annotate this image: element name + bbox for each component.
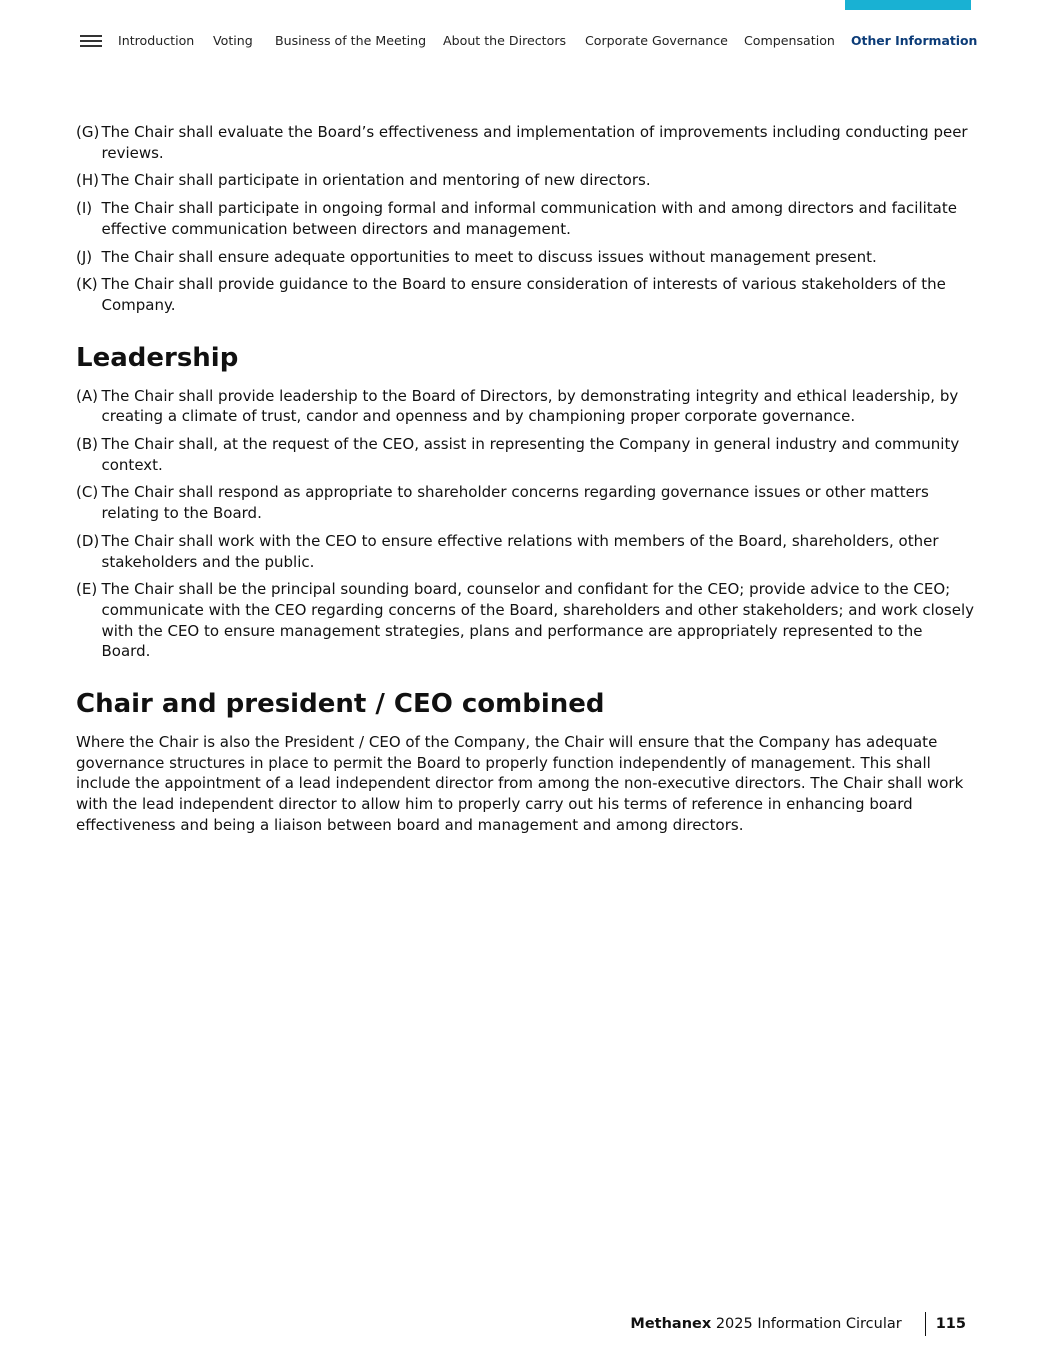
footer-document-title: 2025 Information Circular xyxy=(715,1316,902,1332)
list-item-text: The Chair shall participate in ongoing formal and informal communication with and among directors and facilitate effective communication between directors and management. xyxy=(101,199,957,238)
list-item-text: The Chair shall, at the request of the CEO, assist in representing the Company in general industry and community context. xyxy=(101,435,960,474)
list-item xyxy=(76,170,976,191)
leadership-heading: Leadership xyxy=(76,342,239,373)
nav-item-compensation[interactable]: Compensation xyxy=(744,33,835,48)
page-number: 115 xyxy=(935,1316,966,1332)
nav-item-introduction[interactable]: Introduction xyxy=(118,33,195,48)
list-item-text: The Chair shall work with the CEO to ensure effective relations with members of the Board, shareholders, other stakeholders and the public. xyxy=(101,531,939,571)
list-item xyxy=(76,274,976,315)
continued-list xyxy=(76,122,976,316)
list-item-text: The Chair shall provide guidance to the Board to ensure consideration of interests of various stakeholders of the Company. xyxy=(101,275,946,314)
list-item-text: The Chair shall ensure adequate opportunities to meet to discuss issues without management present. xyxy=(101,247,877,266)
list-item-text: The Chair shall evaluate the Board’s effectiveness and implementation of improvements including conducting peer reviews. xyxy=(101,123,968,162)
list-item xyxy=(76,198,976,239)
footer-brand: Methanex xyxy=(630,1316,712,1332)
active-section-accent-bar xyxy=(845,0,971,10)
list-marker: (A) xyxy=(76,386,98,405)
nav-item-other-information[interactable]: Other Information xyxy=(851,33,978,48)
list-marker: (K) xyxy=(76,275,98,294)
list-marker: (H) xyxy=(76,171,99,190)
list-marker: (J) xyxy=(76,247,93,266)
list-item xyxy=(76,247,976,268)
nav-item-corporate-governance[interactable]: Corporate Governance xyxy=(585,33,728,48)
list-item-text: The Chair shall be the principal sounding board, counselor and confidant for the CEO; provide advice to the CEO; communicate with the CEO regarding concerns of the Board, shareholders and other stakeholders; and work closely with the CEO to ensure management strategies, plans and performance are appropriately represented to the Board. xyxy=(101,580,975,661)
list-marker: (B) xyxy=(76,435,98,454)
list-item-text: The Chair shall participate in orientation and mentoring of new directors. xyxy=(101,171,651,190)
main-content xyxy=(76,122,976,836)
list-marker: (I) xyxy=(76,199,93,218)
list-item-text: The Chair shall respond as appropriate to shareholder concerns regarding governance issues or other matters relating to the Board. xyxy=(101,483,929,523)
list-marker: (C) xyxy=(76,483,99,502)
nav-item-business-of-the-meeting[interactable]: Business of the Meeting xyxy=(275,33,427,48)
chair-ceo-combined-heading: Chair and president / CEO combined xyxy=(76,689,605,720)
nav-item-about-the-directors[interactable]: About the Directors xyxy=(443,33,567,48)
list-item xyxy=(76,122,976,163)
nav-item-voting[interactable]: Voting xyxy=(213,33,253,48)
hamburger-menu-icon[interactable] xyxy=(80,35,102,49)
chair-ceo-combined-paragraph: Where the Chair is also the President / CEO of the Company, the Chair will ensure that the Company has adequate governance structures in place to permit the Board to properly function independently of management. This shall include the appointment of a lead independent director from among the non-executive directors. The Chair shall work with the lead independent director to allow him to properly carry out his terms of reference in enhancing board effectiveness and being a liaison between board and management and among directors. xyxy=(76,733,964,834)
page-footer xyxy=(630,1312,966,1336)
list-item xyxy=(76,579,976,662)
leadership-list xyxy=(76,386,976,662)
list-item xyxy=(76,386,976,427)
list-item xyxy=(76,434,976,475)
list-marker: (D) xyxy=(76,531,100,550)
list-marker: (E) xyxy=(76,580,98,599)
list-item xyxy=(76,482,976,523)
footer-divider xyxy=(925,1312,926,1336)
list-item xyxy=(76,531,976,572)
list-item-text: The Chair shall provide leadership to the Board of Directors, by demonstrating integrity and ethical leadership, by creating a climate of trust, candor and openness and by championing proper corporate governance. xyxy=(101,386,959,426)
list-marker: (G) xyxy=(76,123,100,141)
